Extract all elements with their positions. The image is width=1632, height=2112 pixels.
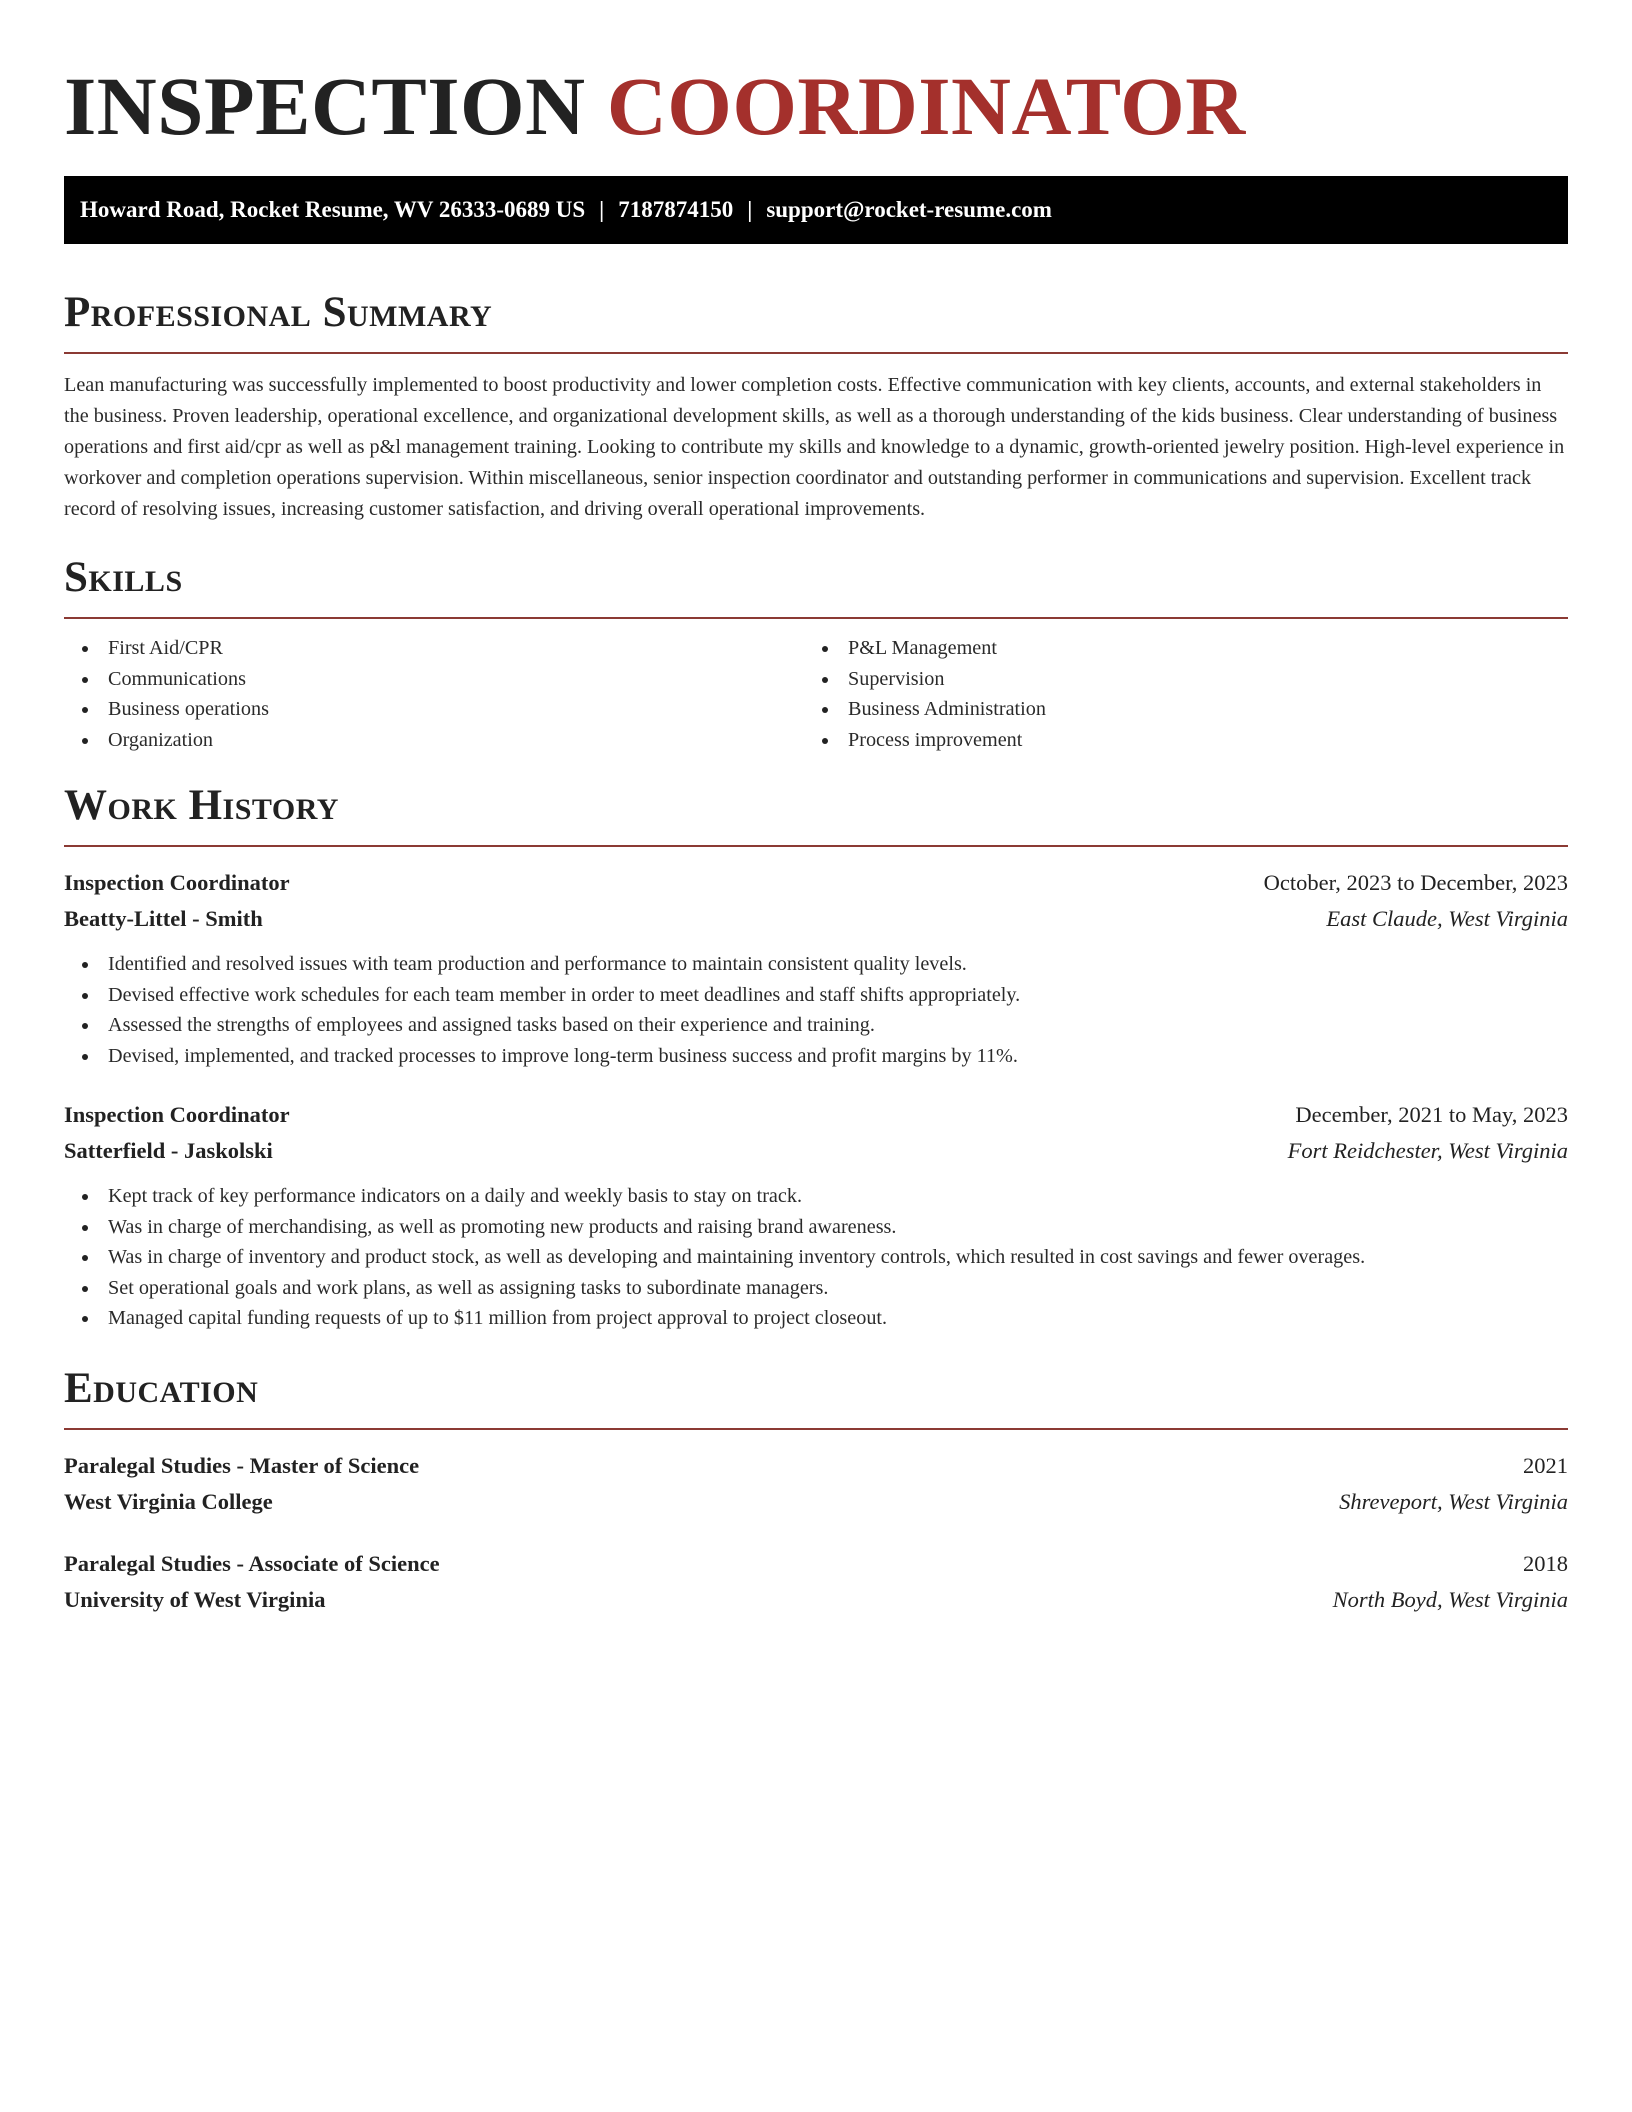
job-company-row [64, 901, 1568, 937]
education-school: West Virginia College [64, 1488, 273, 1514]
job-entry [64, 1097, 1568, 1334]
job-bullet: Set operational goals and work plans, as well as assigning tasks to subordinate managers. [64, 1273, 1568, 1304]
education-entry [64, 1448, 1568, 1520]
skills-section [64, 553, 1568, 755]
education-header-row [64, 1448, 1568, 1484]
job-entry [64, 865, 1568, 1071]
summary-title: Professional Summary [64, 289, 493, 336]
job-bullets [64, 1181, 1568, 1334]
job-dates: October, 2023 to December, 2023 [1263, 870, 1568, 895]
section-divider [64, 1428, 1568, 1430]
job-bullet: Was in charge of merchandising, as well as promoting new products and raising brand awareness. [64, 1212, 1568, 1243]
contact-address: Howard Road, Rocket Resume, WV 26333-0689 US [80, 197, 586, 222]
education-school-row [64, 1582, 1568, 1618]
skill-item: Business Administration [804, 694, 1544, 725]
job-bullet: Assessed the strengths of employees and assigned tasks based on their experience and training. [64, 1010, 1568, 1041]
education-school: University of West Virginia [64, 1586, 326, 1612]
skill-item: Process improvement [804, 725, 1544, 756]
contact-separator: | [599, 197, 605, 222]
skills-title: Skills [64, 554, 183, 601]
job-bullet: Was in charge of inventory and product stock, as well as developing and maintaining inventory controls, which resulted in cost savings and fewer overages. [64, 1242, 1568, 1273]
section-divider [64, 617, 1568, 619]
skill-item: Communications [64, 664, 804, 695]
education-degree: Paralegal Studies - Associate of Science [64, 1550, 440, 1576]
work-history-section [64, 781, 1568, 1334]
job-bullet: Managed capital funding requests of up to $11 million from project approval to project closeout. [64, 1303, 1568, 1334]
contact-bar [64, 176, 1568, 244]
education-school-row [64, 1484, 1568, 1520]
job-bullet: Devised, implemented, and tracked processes to improve long-term business success and profit margins by 11%. [64, 1041, 1568, 1072]
education-location: North Boyd, West Virginia [1332, 1586, 1568, 1612]
job-company-row [64, 1133, 1568, 1169]
skills-grid [64, 633, 1568, 755]
summary-text: Lean manufacturing was successfully implemented to boost productivity and lower completion costs. Effective communication with key clients, accounts, and external stakeholders in the business. Proven leadership, operational excellence, and organizational development skills, as well as a thorough understanding of the kids business. Clear understanding of business operations and first aid/cpr as well as p&l management training. Looking to contribute my skills and knowledge to a dynamic, growth-oriented jewelry position. High-level experience in workover and completion operations supervision. Within miscellaneous, senior inspection coordinator and outstanding performer in communications and supervision. Excellent track record of resolving issues, increasing customer satisfaction, and driving overall operational improvements. [64, 374, 1565, 520]
job-location: Fort Reidchester, West Virginia [1287, 1138, 1568, 1163]
work-history-title: Work History [64, 782, 339, 829]
job-bullet: Kept track of key performance indicators on a daily and weekly basis to stay on track. [64, 1181, 1568, 1212]
education-year: 2021 [1523, 1452, 1568, 1478]
education-degree: Paralegal Studies - Master of Science [64, 1452, 420, 1478]
job-bullet: Identified and resolved issues with team production and performance to maintain consistent quality levels. [64, 949, 1568, 980]
section-divider [64, 845, 1568, 847]
contact-phone: 7187874150 [618, 197, 734, 222]
education-title: Education [64, 1364, 259, 1412]
education-header-row [64, 1546, 1568, 1582]
contact-separator: | [747, 197, 753, 222]
job-company: Beatty-Littel - Smith [64, 906, 263, 931]
skills-column-left [64, 633, 804, 755]
job-title: Inspection Coordinator [64, 870, 290, 895]
skill-item: P&L Management [804, 633, 1544, 664]
contact-email: support@rocket-resume.com [766, 197, 1052, 222]
name-first: INSPECTION [64, 60, 586, 152]
resume-page [64, 0, 1568, 1618]
skills-column-right [804, 633, 1544, 755]
summary-section [64, 288, 1568, 525]
education-entry [64, 1546, 1568, 1618]
job-location: East Claude, West Virginia [1326, 906, 1568, 931]
education-location: Shreveport, West Virginia [1339, 1488, 1568, 1514]
job-company: Satterfield - Jaskolski [64, 1138, 273, 1163]
skill-item: Business operations [64, 694, 804, 725]
education-section [64, 1364, 1568, 1618]
name-last: COORDINATOR [606, 60, 1246, 152]
job-header-row [64, 865, 1568, 901]
skill-item: Organization [64, 725, 804, 756]
skill-item: First Aid/CPR [64, 633, 804, 664]
job-title: Inspection Coordinator [64, 1102, 290, 1127]
education-year: 2018 [1523, 1550, 1568, 1576]
job-dates: December, 2021 to May, 2023 [1295, 1102, 1568, 1127]
job-header-row [64, 1097, 1568, 1133]
resume-name-heading [64, 58, 1568, 154]
skill-item: Supervision [804, 664, 1544, 695]
section-divider [64, 352, 1568, 354]
job-bullet: Devised effective work schedules for each team member in order to meet deadlines and staff shifts appropriately. [64, 980, 1568, 1011]
job-bullets [64, 949, 1568, 1071]
